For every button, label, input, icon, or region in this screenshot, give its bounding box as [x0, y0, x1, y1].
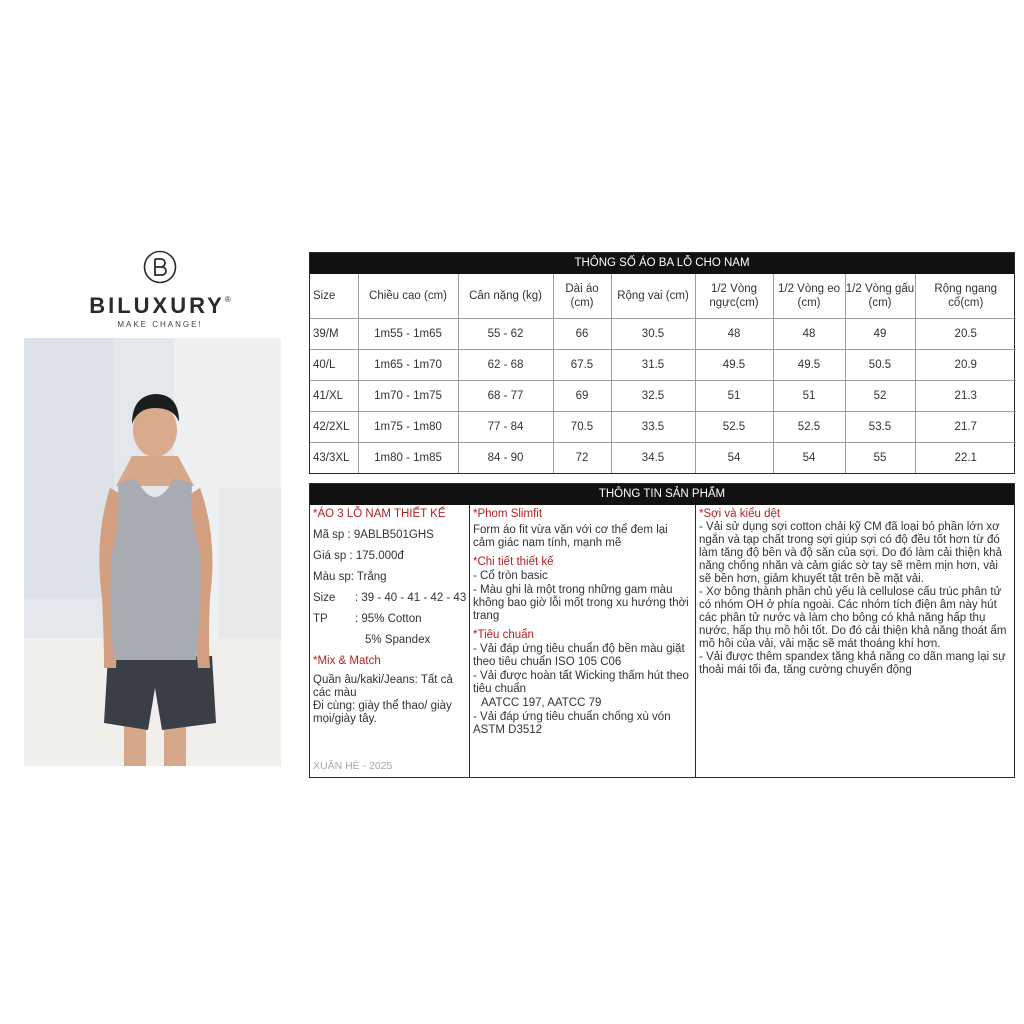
header-neck: Rộng ngang cổ(cm) — [915, 274, 1016, 319]
fabric-paragraph-1: - Vải sử dụng sợi cotton chải kỹ CM đã loại bỏ phần lớn xơ ngắn và tạp chất trong sợi giúp sợi có độ đều tốt hơn từ đó làm tăng độ bền và độ săn của sợi. Do đó làm cải thiện khả năng chống nhăn và cảm giác sờ tay sẽ mềm mịn hơn, vải sẽ bền hơn, giảm khuyết tật trên bề mặt vải. — [699, 521, 1002, 585]
brand-logo-icon — [143, 250, 177, 284]
table-cell: 62 - 68 — [458, 350, 553, 381]
table-cell: 53.5 — [845, 412, 915, 443]
table-row — [310, 319, 1016, 350]
season-label: XUÂN HÈ - 2025 — [313, 760, 393, 772]
header-waist: 1/2 Vòng eo (cm) — [773, 274, 845, 319]
product-color: Màu sp: Trắng — [313, 571, 387, 583]
table-cell: 66 — [553, 319, 611, 350]
brand-block — [60, 250, 260, 329]
standard-2: - Vải được hoàn tất Wicking thấm hút theo tiêu chuẩn — [473, 670, 689, 695]
table-cell: 21.7 — [915, 412, 1016, 443]
table-cell: 84 - 90 — [458, 443, 553, 474]
detail-2: - Màu ghi là một trong những gam màu không bao giờ lỗi mốt trong xu hướng thời trang — [473, 584, 689, 622]
detail-1: - Cổ tròn basic — [473, 570, 548, 582]
table-cell: 41/XL — [310, 381, 358, 412]
header-height: Chiều cao (cm) — [358, 274, 458, 319]
table-cell: 32.5 — [611, 381, 695, 412]
table-cell: 1m70 - 1m75 — [358, 381, 458, 412]
table-cell: 20.9 — [915, 350, 1016, 381]
table-cell: 1m55 - 1m65 — [358, 319, 458, 350]
table-cell: 77 - 84 — [458, 412, 553, 443]
mix-match-1: Quần âu/kaki/Jeans: Tất cả các màu — [313, 674, 453, 699]
standard-1: - Vải đáp ứng tiêu chuẩn độ bền màu giặt theo tiêu chuẩn ISO 105 C06 — [473, 643, 685, 668]
table-cell: 49.5 — [695, 350, 773, 381]
mix-match-2: Đi cùng: giày thể thao/ giày mọi/giày tây. — [313, 700, 452, 725]
header-length: Dài áo (cm) — [553, 274, 611, 319]
table-cell: 1m80 - 1m85 — [358, 443, 458, 474]
table-cell: 21.3 — [915, 381, 1016, 412]
product-info-box — [309, 483, 1015, 778]
header-weight: Cân nặng (kg) — [458, 274, 553, 319]
table-cell: 52.5 — [773, 412, 845, 443]
table-cell: 55 - 62 — [458, 319, 553, 350]
table-cell: 52.5 — [695, 412, 773, 443]
table-cell: 52 — [845, 381, 915, 412]
size-table-box — [309, 252, 1015, 474]
product-photo — [24, 338, 281, 766]
header-chest: 1/2 Vòng ngực(cm) — [695, 274, 773, 319]
table-cell: 49.5 — [773, 350, 845, 381]
product-info-col-basic — [310, 505, 470, 777]
table-cell: 31.5 — [611, 350, 695, 381]
header-size: Size — [310, 274, 358, 319]
table-cell: 40/L — [310, 350, 358, 381]
product-price: Giá sp : 175.000đ — [313, 550, 404, 562]
product-code: Mã sp : 9ABLB501GHS — [313, 529, 434, 541]
product-name: *ÁO 3 LỖ NAM THIẾT KẾ — [313, 508, 446, 520]
fabric-paragraph-3: - Vải được thêm spandex tăng khả năng co dãn mang lại sự thoải mái tối đa, tăng cường chuyển động — [699, 651, 1006, 676]
table-cell: 1m75 - 1m80 — [358, 412, 458, 443]
table-cell: 68 - 77 — [458, 381, 553, 412]
detail-title: *Chi tiết thiết kế — [473, 556, 554, 568]
table-cell: 1m65 - 1m70 — [358, 350, 458, 381]
fabric-paragraph-2: - Xơ bông thành phần chủ yếu là cellulose cấu trúc phân tử có nhóm OH ở phía ngoài. Các nhóm tích điện âm này hút các phân tử nước và làm cho bông có khả năng hấp thụ nước, hấp thụ mồ hôi tốt. Do đó cải thiện khả năng thoát ẩm mồ hôi của vải, vải mặc sẽ mát thoáng khí hơn. — [699, 586, 1007, 650]
fabric-title: *Sợi và kiểu dệt — [699, 508, 781, 520]
table-row — [310, 381, 1016, 412]
standard-3: - Vải đáp ứng tiêu chuẩn chống xù vón ASTM D3512 — [473, 711, 671, 736]
product-info-col-fabric — [696, 505, 1014, 777]
header-hem: 1/2 Vòng gấu (cm) — [845, 274, 915, 319]
table-cell: 39/M — [310, 319, 358, 350]
table-cell: 54 — [773, 443, 845, 474]
table-cell: 22.1 — [915, 443, 1016, 474]
table-cell: 43/3XL — [310, 443, 358, 474]
table-row — [310, 412, 1016, 443]
header-shoulder: Rộng vai (cm) — [611, 274, 695, 319]
brand-slogan: MAKE CHANGE! — [117, 320, 203, 329]
product-info-col-design — [470, 505, 696, 777]
product-info-title: THÔNG TIN SẢN PHẨM — [310, 484, 1014, 505]
product-composition-2: 5% Spandex — [365, 634, 431, 646]
table-cell: 69 — [553, 381, 611, 412]
standards-title: *Tiêu chuẩn — [473, 629, 534, 641]
table-cell: 42/2XL — [310, 412, 358, 443]
size-table — [310, 274, 1016, 473]
table-cell: 51 — [695, 381, 773, 412]
table-cell: 67.5 — [553, 350, 611, 381]
table-cell: 30.5 — [611, 319, 695, 350]
table-cell: 33.5 — [611, 412, 695, 443]
table-cell: 20.5 — [915, 319, 1016, 350]
product-sizes: Size : 39 - 40 - 41 - 42 - 43 — [313, 592, 467, 604]
table-cell: 72 — [553, 443, 611, 474]
table-cell: 55 — [845, 443, 915, 474]
table-row — [310, 443, 1016, 474]
size-table-header-row — [310, 274, 1016, 319]
size-table-title: THÔNG SỐ ÁO BA LỖ CHO NAM — [310, 253, 1014, 274]
table-row — [310, 350, 1016, 381]
brand-name: BILUXURY® — [89, 293, 231, 318]
table-cell: 70.5 — [553, 412, 611, 443]
table-cell: 50.5 — [845, 350, 915, 381]
product-composition: TP : 95% Cotton — [313, 613, 422, 625]
table-cell: 51 — [773, 381, 845, 412]
fit-title: *Phom Slimfit — [473, 508, 543, 520]
table-cell: 49 — [845, 319, 915, 350]
mix-match-title: *Mix & Match — [313, 655, 381, 667]
table-cell: 54 — [695, 443, 773, 474]
table-cell: 48 — [695, 319, 773, 350]
table-cell: 48 — [773, 319, 845, 350]
fit-text: Form áo fit vừa vặn với cơ thể đem lại cảm giác nam tính, mạnh mẽ — [473, 524, 668, 549]
table-cell: 34.5 — [611, 443, 695, 474]
standard-2b: AATCC 197, AATCC 79 — [481, 697, 602, 709]
